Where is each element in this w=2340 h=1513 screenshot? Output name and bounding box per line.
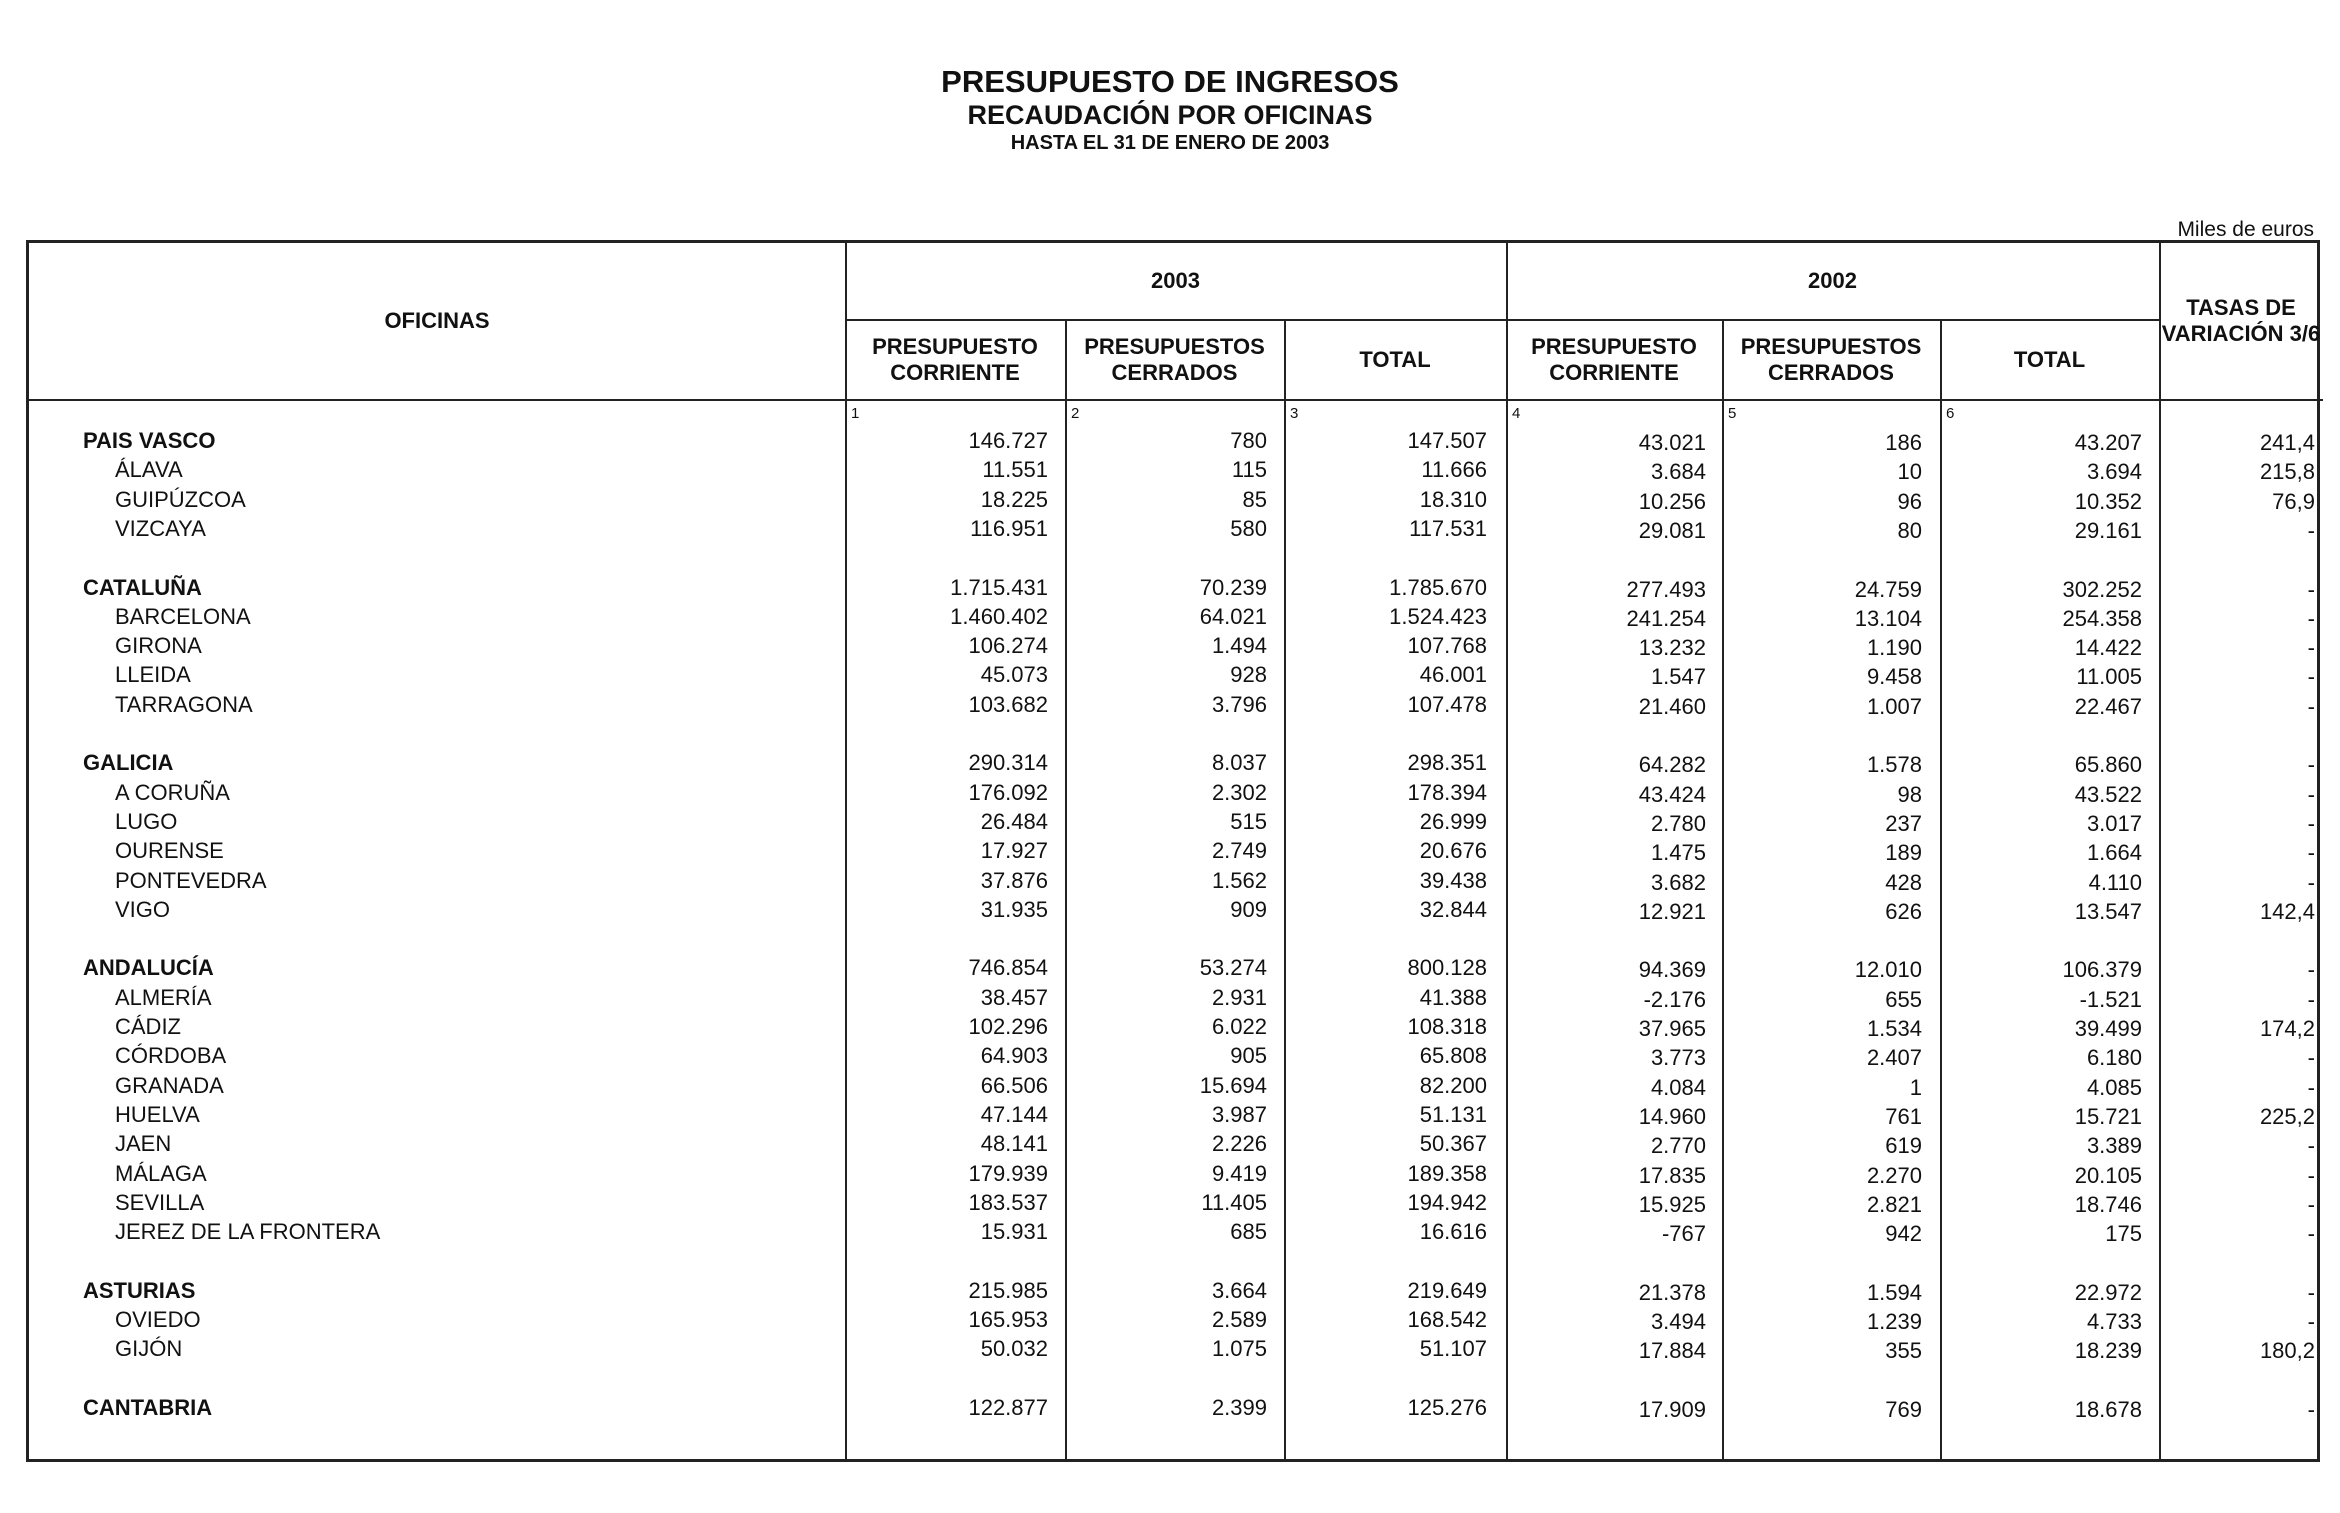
table-row — [29, 985, 2323, 1014]
cell-value: 619 — [1885, 1133, 1922, 1159]
cell-value: 122.877 — [968, 1394, 1048, 1420]
office-name: GIJÓN — [115, 1336, 183, 1362]
cell-value: 174,2 — [2259, 1016, 2315, 1041]
office-name: MÁLAGA — [115, 1160, 207, 1186]
cell-value: 18.239 — [2074, 1338, 2142, 1364]
cell-value: 215,8 — [2259, 459, 2315, 485]
office-name: CÁDIZ — [115, 1014, 181, 1039]
divider — [29, 399, 2323, 401]
cell-value: 178.394 — [1407, 779, 1487, 805]
table-row — [29, 1219, 2323, 1248]
cell-value: 1.664 — [2086, 840, 2142, 866]
cell-value: 11.551 — [982, 457, 1048, 483]
cell-value: 8.037 — [1211, 750, 1267, 776]
cell-value: 2.589 — [1211, 1307, 1267, 1332]
office-name: LLEIDA — [115, 662, 191, 688]
table-row — [29, 780, 2323, 809]
cell-value: 106.379 — [2062, 957, 2142, 983]
office-name: HUELVA — [115, 1101, 200, 1127]
column-number: 3 — [1290, 405, 1299, 422]
column-number: 6 — [1946, 405, 1955, 422]
cell-value: 1.190 — [1866, 635, 1922, 661]
cell-value: 1.460.402 — [950, 603, 1048, 629]
cell-value: - — [2307, 576, 2315, 602]
cell-value: 64.903 — [980, 1043, 1048, 1069]
cell-value: 18.225 — [980, 486, 1048, 512]
table-row — [29, 1014, 2323, 1043]
header-oficinas: OFICINAS — [384, 308, 490, 333]
cell-value: 241.254 — [1626, 605, 1706, 631]
page-title: PRESUPUESTO DE INGRESOS — [941, 64, 1399, 99]
cell-value: 38.457 — [980, 984, 1048, 1010]
cell-value: 50.032 — [980, 1336, 1048, 1362]
cell-value: 3.773 — [1650, 1045, 1706, 1071]
cell-value: 176.092 — [968, 779, 1048, 805]
cell-value: 168.542 — [1407, 1307, 1487, 1332]
cell-value: 3.987 — [1211, 1101, 1267, 1127]
cell-value: 14.960 — [1638, 1103, 1706, 1129]
cell-value: 17.884 — [1638, 1338, 1706, 1364]
cell-value: 15.721 — [2074, 1103, 2142, 1129]
cell-value: 64.282 — [1638, 752, 1706, 778]
group-row — [29, 750, 2323, 779]
cell-value: 1.475 — [1650, 840, 1706, 866]
cell-value: 43.522 — [2074, 781, 2142, 807]
cell-value: 115 — [1231, 457, 1267, 483]
cell-value: 125.276 — [1407, 1394, 1487, 1420]
table-row — [29, 487, 2323, 516]
office-name: ALMERÍA — [115, 984, 212, 1010]
table-row — [29, 809, 2323, 838]
cell-value: 10.352 — [2074, 488, 2142, 514]
cell-value: 53.274 — [1199, 955, 1267, 981]
cell-value: 428 — [1885, 869, 1922, 895]
cell-value: - — [2307, 1191, 2315, 1217]
cell-value: 626 — [1885, 898, 1922, 924]
cell-value: -767 — [1661, 1221, 1706, 1247]
cell-value: 2.226 — [1211, 1131, 1267, 1157]
cell-value: 515 — [1230, 808, 1267, 834]
cell-value: 800.128 — [1407, 955, 1487, 981]
table-row — [29, 633, 2323, 662]
cell-value: 37.965 — [1638, 1016, 1706, 1041]
cell-value: - — [2307, 664, 2315, 690]
cell-value: 580 — [1230, 515, 1267, 541]
cell-value: 189.358 — [1407, 1160, 1487, 1186]
cell-value: 290.314 — [968, 750, 1048, 776]
cell-value: 241,4 — [2259, 430, 2315, 455]
cell-value: 2.780 — [1650, 810, 1706, 836]
cell-value: 1.239 — [1866, 1309, 1922, 1334]
cell-value: 13.547 — [2074, 898, 2142, 924]
period-label: HASTA EL 31 DE ENERO DE 2003 — [1010, 132, 1330, 154]
cell-value: 47.144 — [980, 1101, 1048, 1127]
cell-value: - — [2307, 986, 2315, 1012]
cell-value: 928 — [1230, 662, 1267, 688]
cell-value: 905 — [1230, 1043, 1267, 1069]
cell-value: - — [2307, 1221, 2315, 1247]
office-name: GIRONA — [115, 633, 202, 659]
cell-value: - — [2307, 869, 2315, 895]
cell-value: 29.081 — [1638, 517, 1706, 543]
cell-value: 3.017 — [2086, 810, 2142, 836]
cell-value: 11.666 — [1421, 457, 1487, 483]
cell-value: 2.270 — [1866, 1162, 1922, 1188]
office-name: VIGO — [115, 896, 171, 922]
cell-value: 10.256 — [1638, 488, 1706, 514]
cell-value: 18.678 — [2074, 1396, 2142, 1422]
cell-value: 82.200 — [1419, 1072, 1487, 1098]
cell-value: 1.524.423 — [1389, 603, 1487, 629]
cell-value: 2.399 — [1211, 1394, 1267, 1420]
cell-value: 215.985 — [968, 1277, 1048, 1303]
cell-value: 1.007 — [1866, 693, 1922, 719]
cell-value: 32.844 — [1419, 896, 1487, 922]
cell-value: 13.232 — [1638, 635, 1706, 661]
cell-value: 43.207 — [2074, 430, 2142, 455]
cell-value: 65.860 — [2074, 752, 2142, 778]
cell-value: - — [2307, 1045, 2315, 1071]
cell-value: 15.694 — [1199, 1072, 1267, 1098]
cell-value: - — [2307, 781, 2315, 807]
table-row — [29, 1043, 2323, 1072]
cell-value: 17.927 — [980, 838, 1048, 864]
table-row — [29, 1131, 2323, 1160]
cell-value: 3.796 — [1211, 691, 1267, 717]
cell-value: 142,4 — [2259, 898, 2315, 924]
header-presupuestos-cerrados: PRESUPUESTOS CERRADOS — [1084, 334, 1265, 385]
group-row — [29, 955, 2323, 984]
table-row — [29, 868, 2323, 897]
cell-value: 219.649 — [1407, 1277, 1487, 1303]
cell-value: 37.876 — [980, 867, 1048, 893]
cell-value: - — [2307, 752, 2315, 778]
cell-value: 66.506 — [980, 1072, 1048, 1098]
cell-value: 18.310 — [1419, 486, 1487, 512]
cell-value: 39.438 — [1419, 867, 1487, 893]
cell-value: 2.407 — [1866, 1045, 1922, 1071]
cell-value: 277.493 — [1626, 576, 1706, 602]
cell-value: - — [2307, 1396, 2315, 1422]
cell-value: 117.531 — [1409, 515, 1487, 541]
cell-value: 189 — [1885, 840, 1922, 866]
table-row — [29, 662, 2323, 691]
cell-value: 3.494 — [1650, 1309, 1706, 1334]
cell-value: 10 — [1897, 459, 1922, 485]
header-presupuestos-cerrados: PRESUPUESTOS CERRADOS — [1740, 334, 1922, 385]
cell-value: 48.141 — [980, 1131, 1048, 1157]
cell-value: 15.925 — [1638, 1191, 1706, 1217]
cell-value: -2.176 — [1643, 986, 1706, 1012]
office-name: TARRAGONA — [115, 691, 253, 717]
cell-value: 102.296 — [968, 1014, 1048, 1039]
table-row — [29, 1102, 2323, 1131]
cell-value: 302.252 — [2062, 576, 2142, 602]
cell-value: 685 — [1230, 1219, 1267, 1245]
cell-value: 11.005 — [2076, 664, 2142, 690]
page-subtitle: RECAUDACIÓN POR OFICINAS — [967, 100, 1373, 130]
cell-value: 13.104 — [1854, 605, 1922, 631]
cell-value: 9.458 — [1866, 664, 1922, 690]
group-row — [29, 1395, 2323, 1424]
cell-value: 2.931 — [1211, 984, 1267, 1010]
cell-value: - — [2307, 840, 2315, 866]
column-number: 4 — [1512, 405, 1521, 422]
cell-value: 4.085 — [2086, 1074, 2142, 1100]
office-name: BARCELONA — [115, 603, 251, 629]
cell-value: 41.388 — [1419, 984, 1487, 1010]
cell-value: 96 — [1897, 488, 1922, 514]
table-row — [29, 604, 2323, 633]
cell-value: 180,2 — [2259, 1338, 2315, 1364]
units-label: Miles de euros — [2177, 218, 2314, 241]
cell-value: 26.999 — [1419, 808, 1487, 834]
cell-value: 21.460 — [1638, 693, 1706, 719]
cell-value: 909 — [1230, 896, 1267, 922]
cell-value: 51.131 — [1419, 1101, 1487, 1127]
cell-value: 175 — [2105, 1221, 2142, 1247]
cell-value: 2.770 — [1650, 1133, 1706, 1159]
cell-value: 51.107 — [1419, 1336, 1487, 1362]
cell-value: - — [2307, 1309, 2315, 1334]
cell-value: 3.389 — [2086, 1133, 2142, 1159]
cell-value: 761 — [1885, 1103, 1922, 1129]
column-number: 1 — [851, 405, 860, 422]
cell-value: 11.405 — [1201, 1189, 1267, 1215]
header-presupuesto-corriente: PRESUPUESTO CORRIENTE — [1531, 334, 1697, 385]
cell-value: 22.467 — [2074, 693, 2142, 719]
cell-value: 107.768 — [1407, 633, 1487, 659]
table-row — [29, 897, 2323, 926]
header-total: TOTAL — [1359, 347, 1431, 372]
cell-value: 165.953 — [968, 1307, 1048, 1332]
cell-value: 183.537 — [968, 1189, 1048, 1215]
cell-value: 65.808 — [1419, 1043, 1487, 1069]
revenue-table — [26, 240, 2320, 1462]
cell-value: 655 — [1885, 986, 1922, 1012]
cell-value: 20.105 — [2074, 1162, 2142, 1188]
cell-value: 1.075 — [1211, 1336, 1267, 1362]
office-name: GALICIA — [83, 750, 174, 776]
cell-value: 39.499 — [2074, 1016, 2142, 1041]
cell-value: 780 — [1230, 428, 1267, 453]
cell-value: 3.682 — [1650, 869, 1706, 895]
cell-value: 194.942 — [1407, 1189, 1487, 1215]
cell-value: 18.746 — [2074, 1191, 2142, 1217]
cell-value: 17.835 — [1638, 1162, 1706, 1188]
cell-value: 1.494 — [1211, 633, 1267, 659]
cell-value: - — [2307, 517, 2315, 543]
cell-value: 43.021 — [1638, 430, 1706, 455]
table-row — [29, 692, 2323, 721]
cell-value: 4.733 — [2086, 1309, 2142, 1334]
cell-value: 98 — [1897, 781, 1922, 807]
cell-value: 94.369 — [1638, 957, 1706, 983]
cell-value: 1.594 — [1866, 1279, 1922, 1305]
office-name: VIZCAYA — [115, 515, 206, 541]
cell-value: 355 — [1885, 1338, 1922, 1364]
cell-value: 108.318 — [1407, 1014, 1487, 1039]
office-name: PONTEVEDRA — [115, 867, 267, 893]
cell-value: 17.909 — [1638, 1396, 1706, 1422]
cell-value: 942 — [1885, 1221, 1922, 1247]
cell-value: 237 — [1885, 810, 1922, 836]
cell-value: 70.239 — [1199, 574, 1267, 600]
office-name: ASTURIAS — [83, 1277, 196, 1303]
cell-value: - — [2307, 1133, 2315, 1159]
office-name: LUGO — [115, 808, 178, 834]
cell-value: 1.534 — [1866, 1016, 1922, 1041]
cell-value: - — [2307, 635, 2315, 661]
header-year-2003: 2003 — [1151, 268, 1200, 293]
cell-value: 22.972 — [2074, 1279, 2142, 1305]
cell-value: 1.715.431 — [950, 574, 1048, 600]
cell-value: 3.684 — [1650, 459, 1706, 485]
cell-value: - — [2307, 1074, 2315, 1100]
cell-value: 1.785.670 — [1389, 574, 1487, 600]
table-row — [29, 516, 2323, 545]
cell-value: 1 — [1909, 1074, 1922, 1100]
cell-value: 298.351 — [1407, 750, 1487, 776]
table-row — [29, 1161, 2323, 1190]
cell-value: 2.749 — [1211, 838, 1267, 864]
cell-value: 6.022 — [1211, 1014, 1267, 1039]
cell-value: - — [2307, 1162, 2315, 1188]
group-row — [29, 575, 2323, 604]
column-number: 5 — [1728, 405, 1737, 422]
cell-value: 20.676 — [1419, 838, 1487, 864]
cell-value: 76,9 — [2272, 488, 2315, 514]
office-name: GUIPÚZCOA — [115, 486, 246, 512]
cell-value: 1.547 — [1650, 664, 1706, 690]
cell-value: 14.422 — [2074, 635, 2142, 661]
table-row — [29, 1190, 2323, 1219]
cell-value: 186 — [1885, 430, 1922, 455]
header-tasas: TASAS DE VARIACIÓN 3/6 — [2161, 295, 2321, 346]
cell-value: 106.274 — [968, 633, 1048, 659]
office-name: OURENSE — [115, 838, 224, 864]
cell-value: 3.664 — [1211, 1277, 1267, 1303]
table-row — [29, 838, 2323, 867]
cell-value: 107.478 — [1407, 691, 1487, 717]
cell-value: 43.424 — [1638, 781, 1706, 807]
cell-value: 45.073 — [980, 662, 1048, 688]
column-number: 2 — [1071, 405, 1080, 422]
cell-value: 80 — [1897, 517, 1922, 543]
cell-value: 4.110 — [2088, 869, 2142, 895]
cell-value: 26.484 — [980, 808, 1048, 834]
office-name: CANTABRIA — [83, 1394, 213, 1420]
cell-value: -1.521 — [2079, 986, 2142, 1012]
office-name: CÓRDOBA — [115, 1043, 227, 1069]
cell-value: 16.616 — [1419, 1219, 1487, 1245]
cell-value: 24.759 — [1854, 576, 1922, 602]
cell-value: 31.935 — [980, 896, 1048, 922]
office-name: JAEN — [115, 1131, 172, 1157]
table-row — [29, 1307, 2323, 1336]
office-name: JEREZ DE LA FRONTERA — [115, 1219, 381, 1245]
cell-value: 769 — [1885, 1396, 1922, 1422]
cell-value: - — [2307, 810, 2315, 836]
cell-value: - — [2307, 605, 2315, 631]
cell-value: 12.010 — [1854, 957, 1922, 983]
cell-value: 146.727 — [968, 428, 1048, 453]
cell-value: - — [2307, 957, 2315, 983]
table-row — [29, 457, 2323, 486]
office-name: A CORUÑA — [115, 779, 230, 805]
table-row — [29, 1073, 2323, 1102]
cell-value: 254.358 — [2062, 605, 2142, 631]
cell-value: 116.951 — [970, 515, 1048, 541]
cell-value: 2.302 — [1211, 779, 1267, 805]
office-name: GRANADA — [115, 1072, 224, 1098]
office-name: PAIS VASCO — [83, 428, 216, 453]
header-presupuesto-corriente: PRESUPUESTO CORRIENTE — [872, 334, 1038, 385]
office-name: SEVILLA — [115, 1189, 205, 1215]
cell-value: - — [2307, 693, 2315, 719]
cell-value: - — [2307, 1279, 2315, 1305]
cell-value: 4.084 — [1650, 1074, 1706, 1100]
cell-value: 46.001 — [1419, 662, 1487, 688]
cell-value: 1.578 — [1866, 752, 1922, 778]
office-name: ÁLAVA — [115, 457, 183, 483]
group-row — [29, 428, 2323, 457]
cell-value: 12.921 — [1638, 898, 1706, 924]
cell-value: 21.378 — [1638, 1279, 1706, 1305]
office-name: ANDALUCÍA — [83, 955, 214, 981]
cell-value: 64.021 — [1199, 603, 1267, 629]
cell-value: 15.931 — [980, 1219, 1048, 1245]
table-row — [29, 1336, 2323, 1365]
cell-value: 147.507 — [1407, 428, 1487, 453]
cell-value: 746.854 — [968, 955, 1048, 981]
header-year-2002: 2002 — [1808, 268, 1857, 293]
cell-value: 3.694 — [2086, 459, 2142, 485]
cell-value: 50.367 — [1419, 1131, 1487, 1157]
cell-value: 103.682 — [968, 691, 1048, 717]
header-total: TOTAL — [2013, 347, 2086, 372]
cell-value: 225,2 — [2259, 1103, 2315, 1129]
office-name: CATALUÑA — [83, 574, 202, 600]
cell-value: 2.821 — [1866, 1191, 1922, 1217]
office-name: OVIEDO — [115, 1307, 201, 1332]
cell-value: 85 — [1242, 486, 1267, 512]
cell-value: 9.419 — [1211, 1160, 1267, 1186]
cell-value: 1.562 — [1211, 867, 1267, 893]
cell-value: 6.180 — [2086, 1045, 2142, 1071]
cell-value: 179.939 — [968, 1160, 1048, 1186]
cell-value: 29.161 — [2074, 517, 2142, 543]
group-row — [29, 1278, 2323, 1307]
